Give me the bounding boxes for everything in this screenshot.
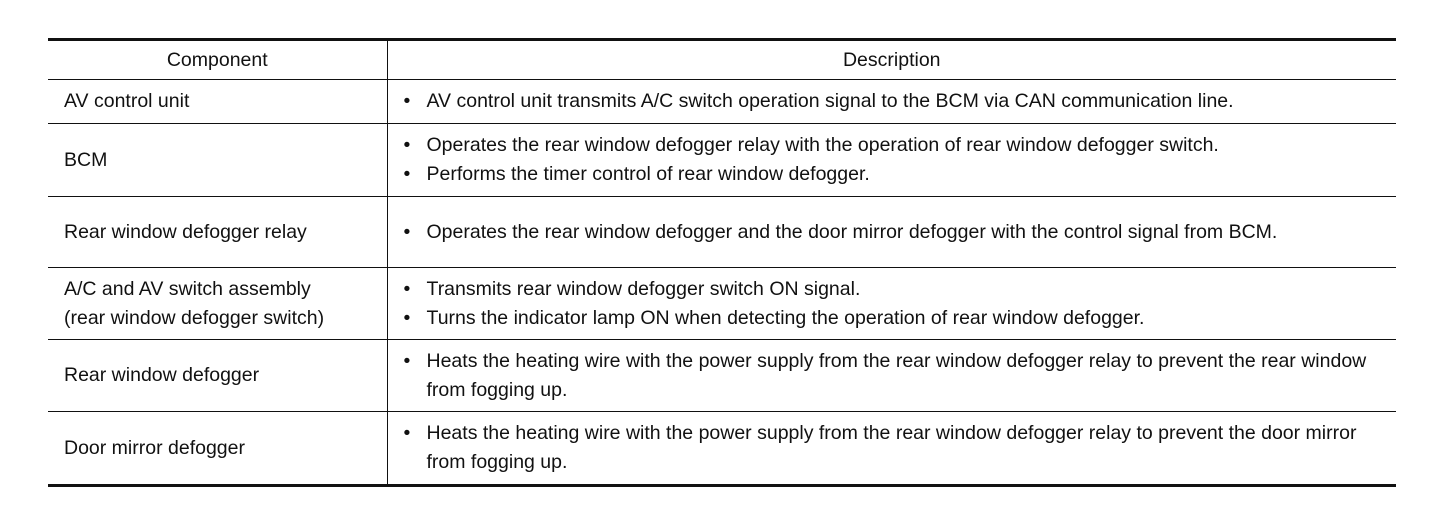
- header-description: Description: [387, 40, 1396, 80]
- description-item: [404, 131, 1389, 160]
- description-list: [404, 419, 1389, 477]
- description-text: Performs the timer control of rear window defogger.: [426, 163, 870, 185]
- component-name: BCM: [64, 148, 108, 171]
- description-item: [404, 160, 1389, 189]
- component-name: AV control unit: [64, 90, 190, 112]
- description-cell: [387, 412, 1396, 486]
- description-item: [404, 419, 1389, 477]
- bullet-icon: •: [403, 422, 411, 444]
- component-description-table: [48, 38, 1396, 487]
- table-row: [48, 340, 1396, 412]
- header-component: Component: [48, 40, 387, 80]
- component-cell: [48, 340, 387, 412]
- component-cell: [48, 124, 387, 197]
- description-list: [404, 275, 1389, 333]
- description-item: [404, 275, 1389, 304]
- description-cell: [387, 124, 1396, 197]
- component-cell: [48, 268, 387, 340]
- description-cell: [387, 80, 1396, 124]
- table-row: [48, 268, 1396, 340]
- table-row: [48, 124, 1396, 197]
- bullet-icon: •: [403, 163, 411, 185]
- bullet-icon: •: [403, 134, 411, 156]
- component-name: A/C and AV switch assembly: [64, 277, 311, 300]
- component-cell: [48, 412, 387, 486]
- bullet-icon: •: [403, 306, 411, 329]
- description-item: [404, 347, 1389, 405]
- component-cell: [48, 197, 387, 268]
- component-name-sub: (rear window defogger switch): [64, 306, 325, 329]
- table-body: [48, 80, 1396, 486]
- table-row: [48, 412, 1396, 486]
- description-cell: [387, 340, 1396, 412]
- component-name: Door mirror defogger: [64, 436, 245, 459]
- table-row: [48, 197, 1396, 268]
- description-list: [404, 87, 1389, 116]
- bullet-icon: •: [403, 277, 411, 300]
- description-cell: [387, 197, 1396, 268]
- description-text: Operates the rear window defogger relay with the operation of rear window defogger switch.: [426, 134, 1219, 156]
- description-item: [404, 87, 1389, 116]
- description-cell: [387, 268, 1396, 340]
- table-header: [48, 40, 1396, 80]
- description-text: Transmits rear window defogger switch ON signal.: [426, 277, 861, 300]
- description-text: Heats the heating wire with the power supply from the rear window defogger relay to prevent the door mirror from fogging up.: [426, 422, 1357, 473]
- bullet-icon: •: [403, 349, 411, 372]
- bullet-icon: •: [403, 90, 411, 112]
- description-list: [404, 347, 1389, 405]
- header-row: [48, 40, 1396, 80]
- description-list: [404, 131, 1389, 189]
- component-name: Rear window defogger: [64, 364, 260, 386]
- description-item: [404, 218, 1389, 247]
- description-text: Turns the indicator lamp ON when detecting the operation of rear window defogger.: [426, 306, 1145, 329]
- description-list: [404, 218, 1389, 247]
- description-text: Heats the heating wire with the power supply from the rear window defogger relay to prevent the rear window from fogging up.: [426, 349, 1367, 401]
- component-cell: [48, 80, 387, 124]
- description-text: Operates the rear window defogger and the door mirror defogger with the control signal from BCM.: [426, 220, 1278, 243]
- bullet-icon: •: [403, 220, 411, 243]
- table-row: [48, 80, 1396, 124]
- description-text: AV control unit transmits A/C switch operation signal to the BCM via CAN communication line.: [426, 90, 1234, 112]
- description-item: [404, 304, 1389, 333]
- component-name: Rear window defogger relay: [64, 220, 307, 243]
